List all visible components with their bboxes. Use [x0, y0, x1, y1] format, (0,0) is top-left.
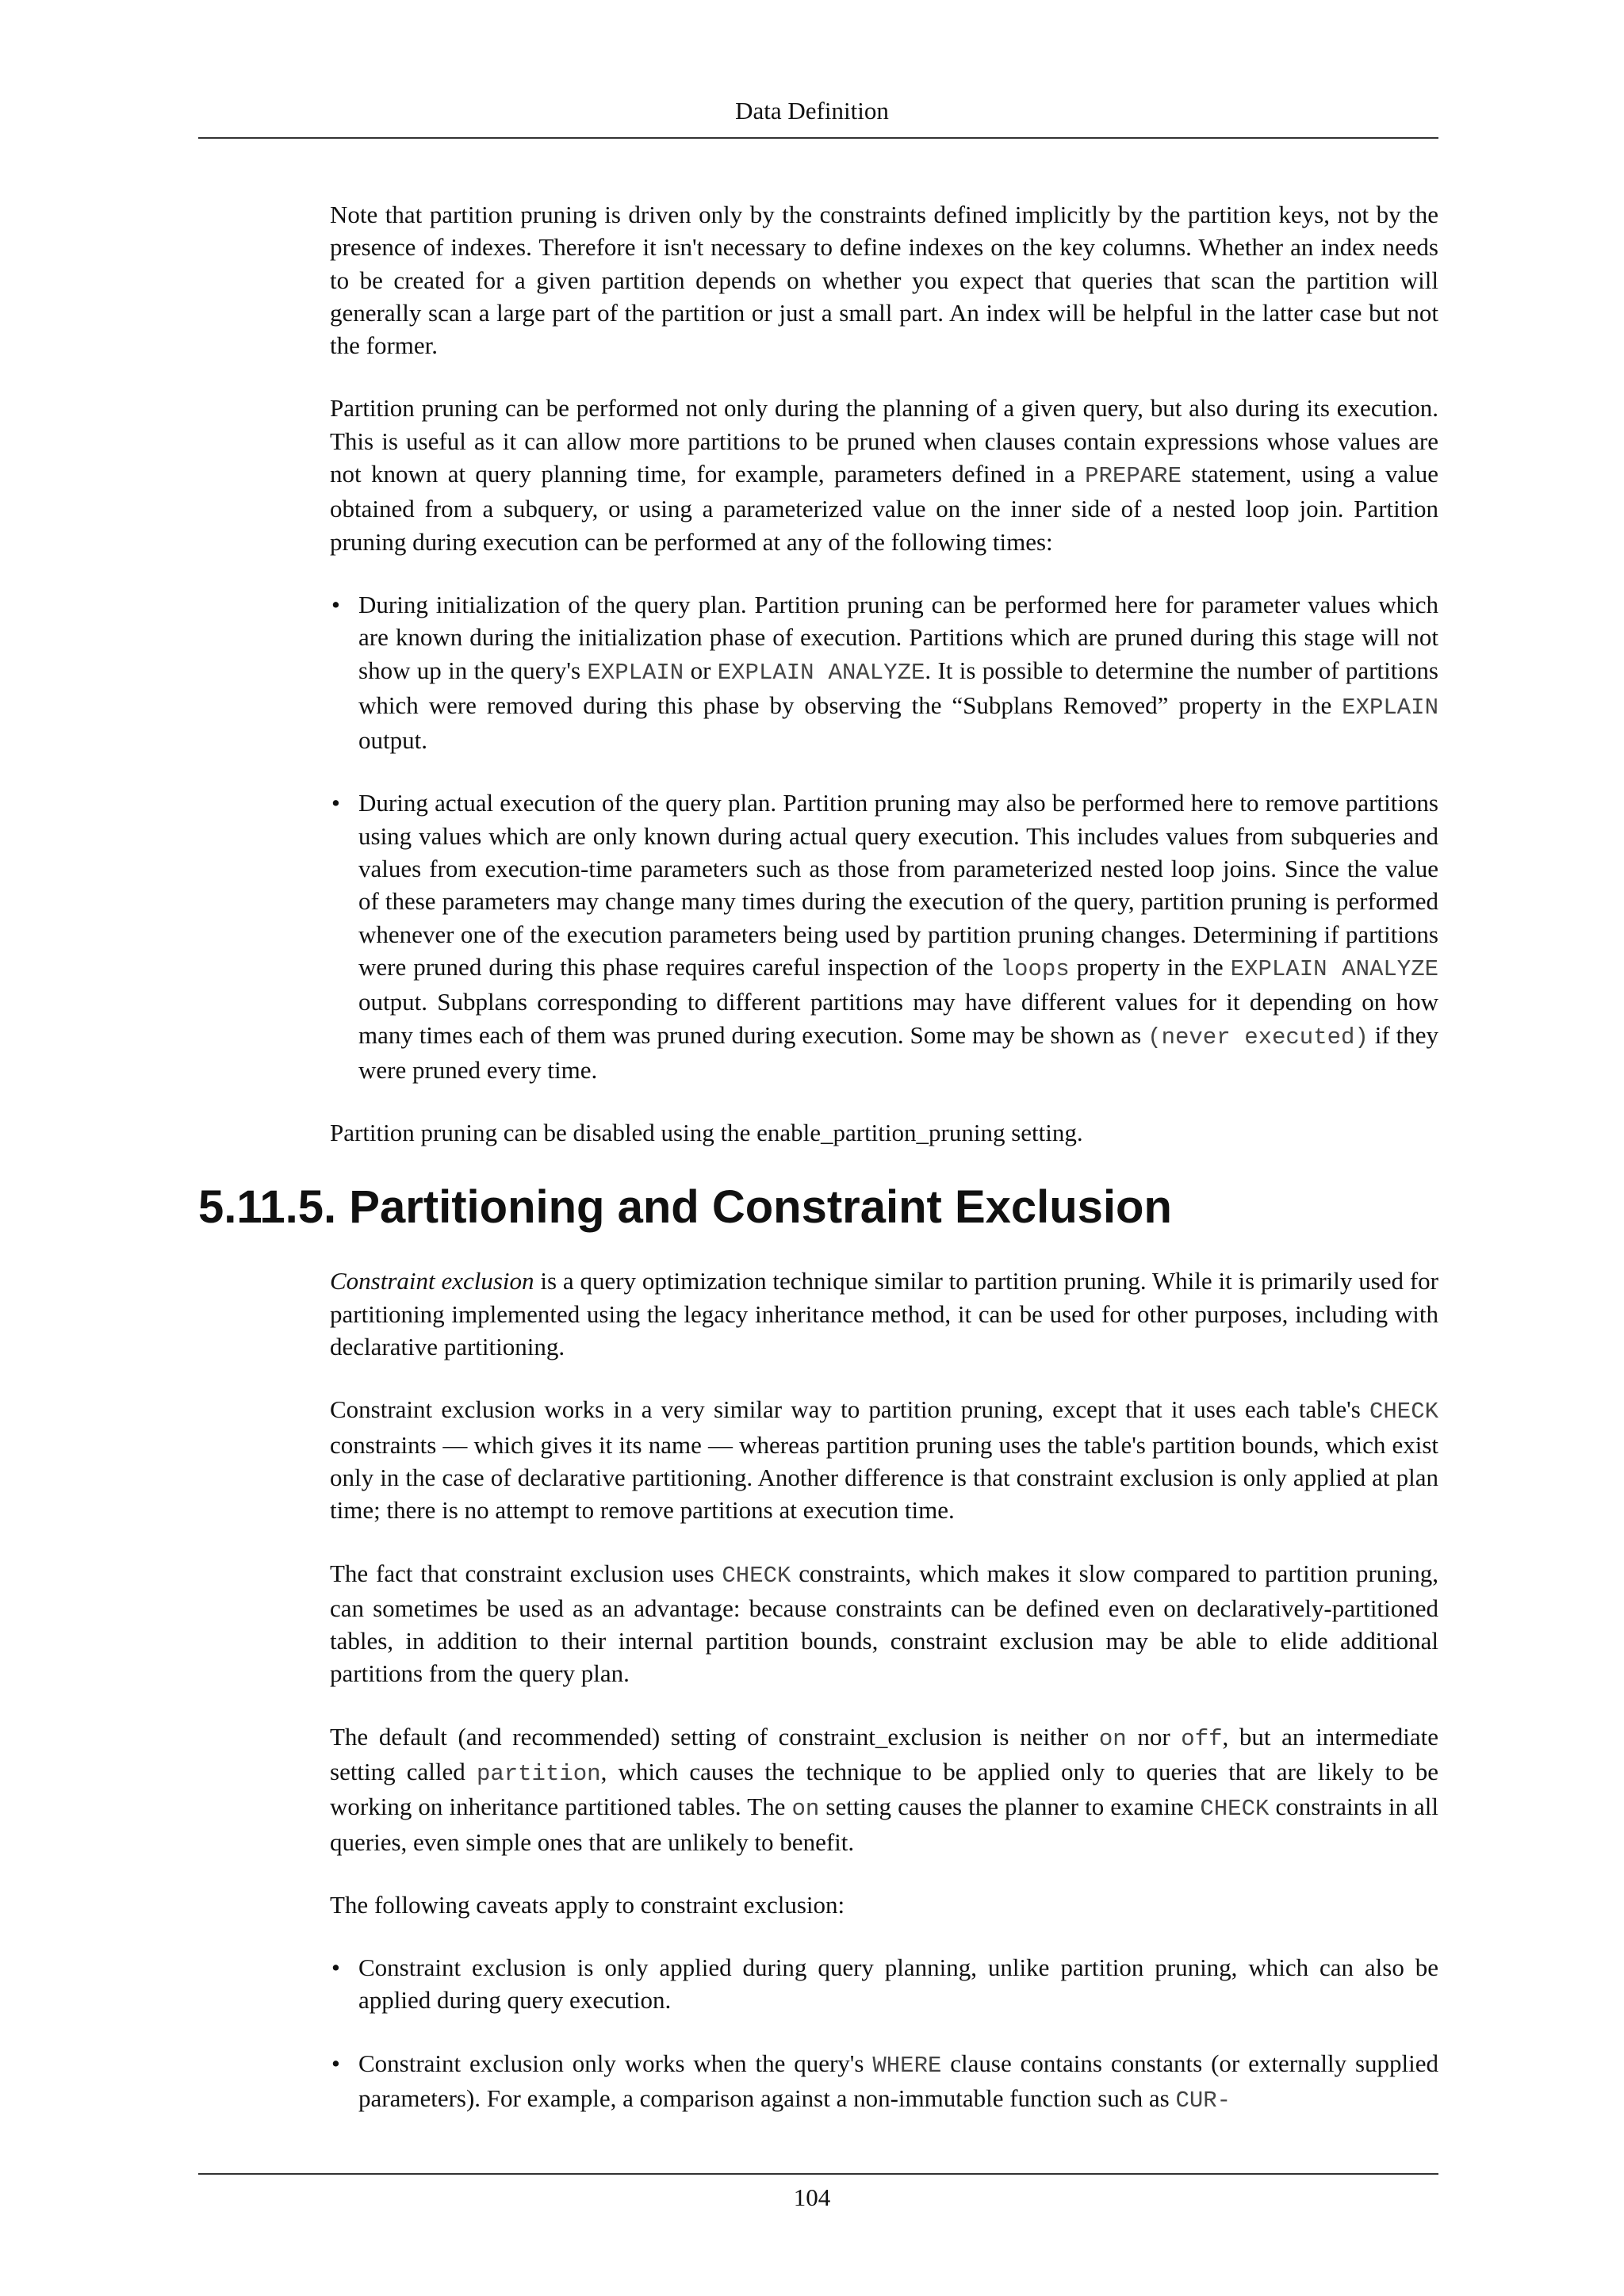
code-check: CHECK — [722, 1562, 791, 1589]
paragraph-pruning-during-execution: Partition pruning can be performed not only during the planning of a given query, but also during its execution. This is useful as it can allow more partitions to be pruned when clauses contain expressions whose values are not known at query planning time, for example, parameters defined in a PREPARE statement, using a value obtained from a subquery, or using a parameterized value on the inner side of a nested loop join. Partition pruning during execution can be performed at any of the following times: — [330, 394, 1438, 556]
code-explain: EXPLAIN — [1342, 694, 1438, 721]
header-rule — [198, 137, 1438, 139]
paragraph-caveats-intro: The following caveats apply to constraint exclusion: — [330, 1890, 845, 1919]
code-check: CHECK — [1369, 1399, 1438, 1425]
list-item-planning-only: • Constraint exclusion is only applied during query planning, unlike partition pruning, which can also be applied during query execution. — [330, 1951, 1438, 2017]
code-on: on — [791, 1796, 820, 1823]
paragraph-disable-pruning: Partition pruning can be disabled using the enable_partition_pruning setting. — [330, 1119, 1083, 1147]
code-never-executed: (never executed) — [1147, 1024, 1369, 1050]
bullet-glyph: • — [331, 789, 340, 817]
code-off: off — [1181, 1725, 1223, 1752]
bullet-glyph: • — [331, 1954, 340, 1982]
page-number: 104 — [793, 2183, 831, 2211]
list-caveats — [330, 1951, 1438, 2117]
code-current-truncated: CUR- — [1175, 2087, 1231, 2114]
paragraph-default-setting: The default (and recommended) setting of constraint_exclusion is neither on nor off, but an intermediate setting called partition, which causes the technique to be applied only to queries that are likely to be working on inheritance partitioned tables. The on setting causes the planner to examine CHECK constraints in all queries, even simple ones that are unlikely to benefit. — [330, 1722, 1439, 1856]
list-item-initialization: • During initialization of the query plan. Partition pruning can be performed here for parameter values which are known during the initialization phase of execution. Partitions which are pruned during this stage will not show up in the query's EXPLAIN or EXPLAIN ANALYZE. It is possible to determine the number of partitions which were removed during this phase by observing the “Subplans Removed” property in the EXPLAIN output. — [330, 588, 1438, 756]
bullet-glyph: • — [331, 2049, 340, 2077]
bullet-glyph: • — [331, 590, 340, 618]
footer-rule — [198, 2173, 1438, 2175]
running-header: Data Definition — [735, 97, 889, 124]
list-item-actual-execution: • During actual execution of the query plan. Partition pruning may also be performed here to remove partitions using values which are only known during actual query execution. This includes values from subqueries and values from execution-time parameters such as those from parameterized nested loop joins. Since the value of these parameters may change many times during the execution of the query, partition pruning is performed whenever one of the execution parameters being used by partition pruning changes. Determining if partitions were pruned during this phase requires careful inspection of the loops property in the EXPLAIN ANALYZE output. Subplans corresponding to different partitions may have different values for it depending on how many times each of them was pruned during execution. Some may be shown as (never executed) if they were pruned every time. — [330, 786, 1438, 1086]
page-body — [198, 198, 1439, 2147]
code-prepare: PREPARE — [1085, 463, 1182, 490]
code-where: WHERE — [872, 2052, 942, 2079]
code-partition: partition — [476, 1760, 601, 1787]
code-explain-analyze: EXPLAIN ANALYZE — [717, 659, 925, 686]
emphasis-term: Constraint exclusion — [330, 1267, 534, 1295]
code-check: CHECK — [1200, 1796, 1270, 1823]
paragraph-check-advantage: The fact that constraint exclusion uses CHECK constraints, which makes it slow compared to partition pruning, can sometimes be used as an advantage: because constraints can be defined even on declaratively-partitioned tables, in addition to their internal partition bounds, constraint exclusion may be able to elide additional partitions from the query plan. — [330, 1559, 1438, 1688]
code-on: on — [1098, 1725, 1127, 1752]
code-loops: loops — [1000, 955, 1070, 982]
list-item-where-constants: • Constraint exclusion only works when the query's WHERE clause contains constants (or externally supplied parameters). For example, a comparison against a non-immutable function such as CUR- — [330, 2047, 1438, 2118]
list-pruning-times — [330, 588, 1438, 1086]
code-explain: EXPLAIN — [587, 659, 684, 686]
code-explain-analyze: EXPLAIN ANALYZE — [1230, 955, 1438, 982]
paragraph-constraint-exclusion-mechanism: Constraint exclusion works in a very similar way to partition pruning, except that it uses each table's CHECK constraints — which gives it its name — whereas partition pruning uses the table's partition bounds, which exist only in the case of declarative partitioning. Another difference is that constraint exclusion is only applied at plan time; there is no attempt to remove partitions at execution time. — [330, 1395, 1438, 1525]
section-heading: 5.11.5. Partitioning and Constraint Exclusion — [198, 1181, 1172, 1234]
paragraph-constraint-exclusion-intro: Constraint exclusion is a query optimization technique similar to partition pruning. While it is primarily used for partitioning implemented using the legacy inheritance method, it can be used for other purposes, including with declarative partitioning. — [330, 1267, 1438, 1361]
paragraph-partition-pruning-indexes: Note that partition pruning is driven only by the constraints defined implicitly by the partition keys, not by the presence of indexes. Therefore it isn't necessary to define indexes on the key columns. Whether an index needs to be created for a given partition depends on whether you expect that queries that scan the partition will generally scan a large part of the partition or just a small part. An index will be helpful in the latter case but not the former. — [330, 201, 1438, 360]
